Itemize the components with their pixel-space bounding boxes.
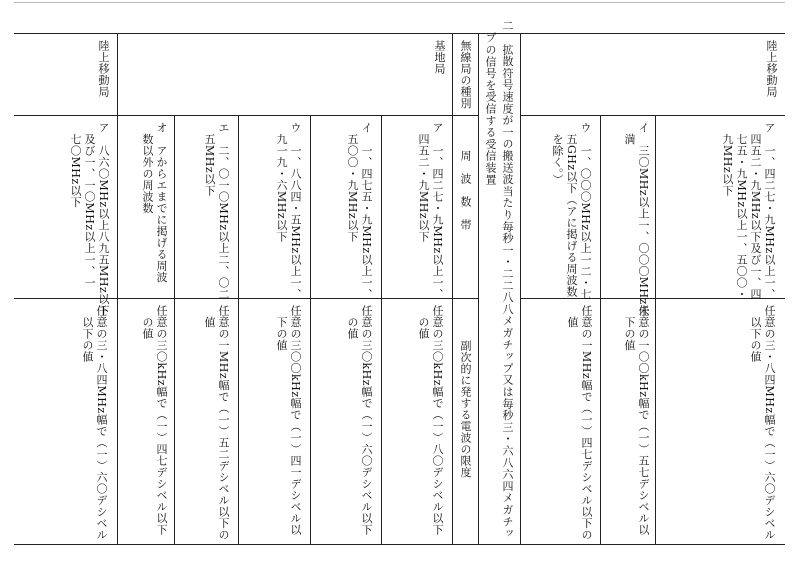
top-rule <box>14 33 785 34</box>
left-row5-freq: オ アからエまでに掲げる周波 数以外の周波数 <box>141 122 168 283</box>
left-row2-freq: イ 一、四七五・九MHz以上一、 五〇〇・九MHz以下 <box>346 122 373 300</box>
left-header-rule <box>14 115 452 116</box>
left-row2-limit: 任意の三〇kHz幅で（一）六〇デシベル以下 の値 <box>346 305 373 536</box>
right-row1-limit: 任意の三・八四MHz幅で（一）六〇デシベル 以下の値 <box>749 305 776 541</box>
freq-band-header: 周 波 数 帯 <box>459 150 472 231</box>
right-row2-freq: イ 三〇MHz以上一、〇〇〇MHz未 満 <box>623 122 650 317</box>
left-col-divider-4 <box>174 115 175 544</box>
left-row5-limit: 任意の三〇kHz幅で（一）四七デシベル以下 の値 <box>141 305 168 536</box>
base-station-label: 基地局 <box>433 40 446 75</box>
right-col-divider-1 <box>655 115 656 544</box>
left-col-divider-3 <box>238 115 239 544</box>
right-row3-limit: 任意の一MHz幅で（一）四七デシベル以下の 値 <box>566 305 593 541</box>
section-caption-line2: プの信号を受信する受信装置 <box>484 32 497 186</box>
left-row4-limit: 任意の一MHz幅で（一）五二デシベル以下の 値 <box>203 305 230 541</box>
left-mobile-station-label: 陸上移動局 <box>97 40 110 98</box>
left-row1-freq: ア 一、四二七・九MHz以上一、 四五二・九MHz以下 <box>417 122 444 300</box>
right-table-left-edge <box>520 33 521 544</box>
right-row1-freq: ア 一、四二七・九MHz以上一、 四五二・九MHz以下及び一、四 七五・九MHz以上一、五〇〇・ 九MHz以下 <box>721 122 776 300</box>
left-col-divider-1 <box>381 115 382 544</box>
section-caption-line1: 二 拡散符号速度が一の搬送波当たり毎秒一・二二八八メガチップ又は毎秒三・六八六四メガチッ <box>501 20 514 540</box>
right-row3-freq: ウ 一、〇〇〇MHz以上一二・七 五GHz以下（アに掲げる周波数 を除く。） <box>551 122 592 300</box>
right-station-label: 陸上移動局 <box>765 40 778 98</box>
left-col-divider-5 <box>117 33 118 544</box>
top-border-line <box>14 2 785 3</box>
limit-header: 副次的に発する電波の限度 <box>459 340 472 478</box>
right-header-rule <box>520 115 785 116</box>
bottom-rule <box>14 544 785 545</box>
right-row2-limit: 任意の一〇〇kHz幅で（一）五七デシベル以 下の値 <box>623 305 650 536</box>
left-row3-freq: ウ 一、八八四・五MHz以上一、 九一九・六MHz以下 <box>275 122 302 300</box>
left-row1-limit: 任意の三〇kHz幅で（一）八〇デシベル以下 の値 <box>417 305 444 536</box>
station-type-header: 無線局の種別 <box>459 40 472 109</box>
left-col-divider-2 <box>310 115 311 544</box>
left-table-right-edge <box>478 33 479 544</box>
right-col-divider-2 <box>600 115 601 544</box>
left-row3-limit: 任意の三〇〇kHz幅で（一）四一デシベル以 下の値 <box>275 305 302 536</box>
station-row-rule <box>452 115 478 116</box>
header-col-divider <box>452 33 453 544</box>
left-row6-freq: ア 八六〇MHz以上八九五MHz以下 及び一、一〇MHz以上一、一 七〇MHz以下 <box>69 122 110 317</box>
left-row4-freq: エ 二、〇一〇MHz以上二、〇二 五MHz以下 <box>203 122 230 300</box>
left-row6-limit: 任意の三・八四MHz幅で（一）六〇デシベル 以下の値 <box>81 305 108 541</box>
